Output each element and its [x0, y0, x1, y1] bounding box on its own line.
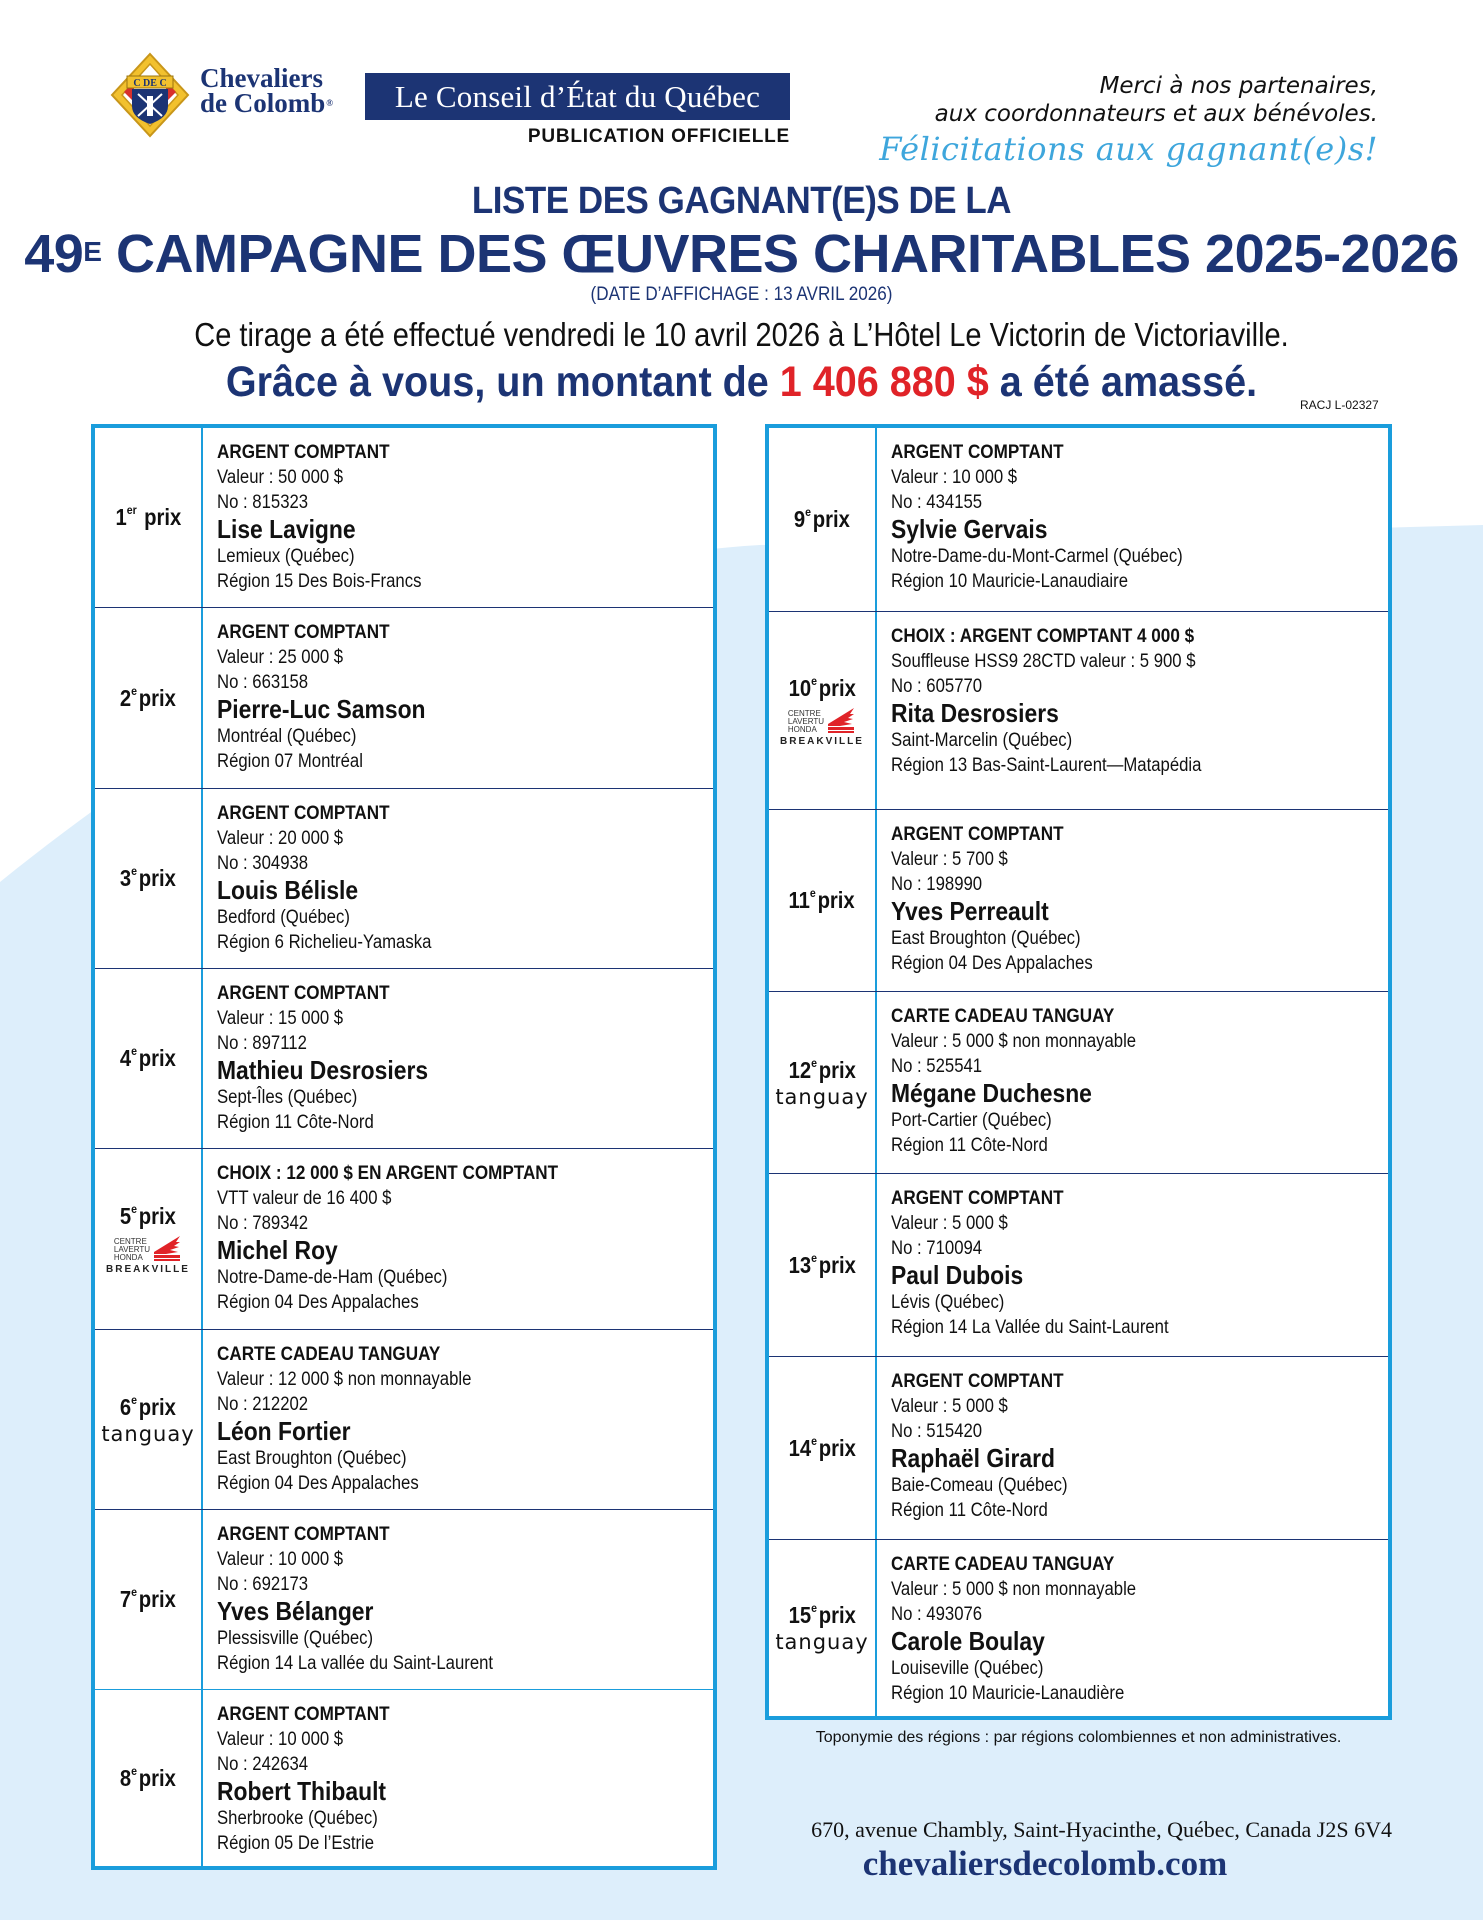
draw-info: Ce tirage a été effectué vendredi le 10 avril 2026 à L’Hôtel Le Victorin de Victoriaville.: [194, 316, 1289, 353]
prize-row: [769, 992, 1388, 1174]
prize-info-cell: [877, 1540, 1388, 1716]
ticket-number: No : 815323: [217, 492, 309, 513]
prize-value: Valeur : 10 000 $: [217, 1729, 344, 1750]
prize-rank-cell: [95, 1330, 203, 1509]
license-number: RACJ L-02327: [1300, 398, 1379, 412]
prize-info-cell: [877, 428, 1388, 611]
winner-name: Louis Bélisle: [217, 875, 359, 905]
winner-city: Plessisville (Québec): [217, 1628, 374, 1649]
posting-date: (DATE D’AFFICHAGE : 13 AVRIL 2026): [590, 284, 893, 305]
winner-name: Yves Perreault: [891, 896, 1049, 926]
breakville-label: BREAKVILLE: [780, 735, 864, 747]
prize-info-cell: [203, 608, 713, 788]
winner-city: Sherbrooke (Québec): [217, 1808, 378, 1829]
org-name-line1: Chevaliers: [200, 63, 323, 93]
winner-name: Sylvie Gervais: [891, 514, 1048, 544]
prize-value: Valeur : 15 000 $: [217, 1008, 344, 1029]
prize-rank: 7eprix: [119, 1585, 177, 1612]
prize-value: Valeur : 20 000 $: [217, 828, 344, 849]
prize-rank-cell: [769, 992, 877, 1173]
prize-rank-cell: [95, 1510, 203, 1689]
prize-info-cell: [203, 969, 713, 1148]
honda-wing-icon: [152, 1234, 182, 1262]
amount-value: 1 406 880 $: [779, 358, 989, 406]
prize-row: [95, 1510, 713, 1690]
prize-table-left: [91, 424, 717, 1870]
ticket-number: No : 692173: [217, 1574, 309, 1595]
prize-rank-cell: [769, 1357, 877, 1539]
winner-region: Région 10 Mauricie-Lanaudiaire: [891, 571, 1129, 592]
prize-rank: 11eprix: [788, 886, 856, 913]
prize-rank: 10eprix: [788, 673, 856, 701]
prize-rank-cell: [769, 428, 877, 611]
prize-row: [95, 608, 713, 789]
prize-category: ARGENT COMPTANT: [217, 983, 390, 1004]
prize-value: Valeur : 5 700 $: [891, 849, 1008, 870]
winner-city: Louiseville (Québec): [891, 1658, 1044, 1679]
honda-breakville-logo: [106, 1234, 190, 1275]
winner-region: Région 14 La vallée du Saint-Laurent: [217, 1653, 494, 1674]
prize-category: CARTE CADEAU TANGUAY: [217, 1344, 441, 1365]
prize-info-cell: [877, 612, 1388, 809]
campaign-number-suffix: E: [83, 236, 102, 267]
winner-name: Mathieu Desrosiers: [217, 1055, 429, 1085]
council-name-banner: Le Conseil d’État du Québec: [365, 73, 790, 120]
prize-rank-cell: [95, 1690, 203, 1866]
prize-category: ARGENT COMPTANT: [891, 1188, 1064, 1209]
honda-breakville-logo: [780, 706, 864, 747]
prize-rank: 3eprix: [119, 864, 177, 891]
org-name-line2: de Colomb: [200, 88, 326, 118]
congrats-script: Félicitations aux gagnant(e)s!: [879, 130, 1378, 168]
prize-row: [769, 1174, 1388, 1357]
prize-category: ARGENT COMPTANT: [217, 442, 390, 463]
prize-value: Valeur : 5 000 $: [891, 1396, 1008, 1417]
prize-category: CHOIX : 12 000 $ EN ARGENT COMPTANT: [217, 1163, 559, 1184]
prize-row: [769, 1357, 1388, 1540]
prize-category: ARGENT COMPTANT: [891, 1371, 1064, 1392]
tanguay-logo: tanguay: [101, 1421, 195, 1446]
winner-region: Région 15 Des Bois-Francs: [217, 571, 422, 592]
prize-category: CHOIX : ARGENT COMPTANT 4 000 $: [891, 626, 1195, 647]
prize-row: [95, 1690, 713, 1866]
winner-region: Région 05 De l’Estrie: [217, 1833, 375, 1854]
winner-name: Robert Thibault: [217, 1776, 387, 1806]
prize-info-cell: [203, 789, 713, 968]
prize-row: [769, 810, 1388, 992]
winner-region: Région 11 Côte-Nord: [891, 1500, 1048, 1521]
amount-prefix: Grâce à vous, un montant de: [225, 358, 780, 406]
prize-rank: 14eprix: [788, 1433, 856, 1461]
winner-city: Montréal (Québec): [217, 726, 357, 747]
winner-name: Raphaël Girard: [891, 1443, 1056, 1473]
prize-value: Valeur : 5 000 $: [891, 1213, 1008, 1234]
prize-row: [95, 428, 713, 608]
prize-rank: 6eprix: [119, 1392, 177, 1420]
winner-region: Région 04 Des Appalaches: [217, 1473, 419, 1494]
prize-rank: 1er prix: [115, 503, 181, 530]
winner-city: Notre-Dame-du-Mont-Carmel (Québec): [891, 546, 1183, 567]
prize-rank: 12eprix: [788, 1055, 856, 1083]
ticket-number: No : 198990: [891, 874, 983, 895]
prize-row: [95, 1149, 713, 1330]
prize-category: CARTE CADEAU TANGUAY: [891, 1554, 1115, 1575]
ticket-number: No : 434155: [891, 492, 983, 513]
prize-value: Souffleuse HSS9 28CTD valeur : 5 900 $: [891, 651, 1196, 672]
prize-value: Valeur : 25 000 $: [217, 647, 344, 668]
winner-city: Baie-Comeau (Québec): [891, 1475, 1068, 1496]
tanguay-logo: tanguay: [775, 1084, 869, 1109]
title-line1: LISTE DES GAGNANT(E)S DE LA: [471, 180, 1012, 222]
winner-region: Région 13 Bas-Saint-Laurent—Matapédia: [891, 755, 1202, 776]
prize-info-cell: [877, 1357, 1388, 1539]
prize-rank-cell: [769, 612, 877, 809]
breakville-label: BREAKVILLE: [106, 1264, 190, 1275]
prize-info-cell: [203, 1510, 713, 1689]
ticket-number: No : 897112: [217, 1033, 307, 1054]
prize-value: Valeur : 10 000 $: [217, 1549, 344, 1570]
address: 670, avenue Chambly, Saint-Hyacinthe, Québec, Canada J2S 6V4: [811, 1817, 1392, 1842]
prize-table-right: [765, 424, 1392, 1720]
winner-name: Michel Roy: [217, 1235, 338, 1265]
winner-city: Lévis (Québec): [891, 1292, 1005, 1313]
thanks-message: [850, 72, 1378, 128]
ticket-number: No : 493076: [891, 1604, 983, 1625]
prize-info-cell: [877, 992, 1388, 1173]
ticket-number: No : 304938: [217, 853, 309, 874]
prize-row: [769, 1540, 1388, 1716]
prize-rank: 8eprix: [119, 1763, 177, 1791]
registered-mark: ®: [326, 98, 333, 108]
prize-value: Valeur : 10 000 $: [891, 467, 1018, 488]
winner-city: Saint-Marcelin (Québec): [891, 730, 1073, 751]
winner-region: Région 14 La Vallée du Saint-Laurent: [891, 1317, 1169, 1338]
winner-name: Léon Fortier: [217, 1416, 351, 1446]
prize-info-cell: [877, 810, 1388, 991]
winner-region: Région 11 Côte-Nord: [891, 1135, 1048, 1156]
winner-name: Pierre-Luc Samson: [217, 694, 426, 724]
winner-name: Mégane Duchesne: [891, 1078, 1092, 1108]
winner-region: Région 04 Des Appalaches: [217, 1292, 419, 1313]
prize-rank: 2eprix: [119, 683, 177, 711]
svg-text:C DE C: C DE C: [133, 78, 167, 89]
winner-name: Yves Bélanger: [217, 1596, 374, 1626]
ticket-number: No : 789342: [217, 1213, 309, 1234]
thanks-line1: Merci à nos partenaires,: [1099, 73, 1378, 99]
winner-region: Région 10 Mauricie-Lanaudière: [891, 1683, 1125, 1704]
winner-name: Carole Boulay: [891, 1626, 1045, 1656]
prize-info-cell: [877, 1174, 1388, 1356]
prize-rank: 13eprix: [788, 1250, 856, 1278]
prize-info-cell: [203, 1149, 713, 1329]
prize-rank: 15eprix: [788, 1601, 856, 1628]
publication-label: PUBLICATION OFFICIELLE: [527, 126, 790, 147]
amount-suffix: a été amassé.: [988, 358, 1258, 406]
tanguay-logo: tanguay: [775, 1630, 869, 1654]
prize-category: ARGENT COMPTANT: [217, 1704, 390, 1725]
winner-name: Paul Dubois: [891, 1260, 1024, 1290]
prize-value: Valeur : 5 000 $ non monnayable: [891, 1031, 1137, 1052]
winner-region: Région 04 Des Appalaches: [891, 953, 1093, 974]
winner-city: Lemieux (Québec): [217, 546, 355, 567]
honda-wing-icon: [826, 706, 856, 734]
prize-rank-cell: [769, 1540, 877, 1716]
winner-city: Notre-Dame-de-Ham (Québec): [217, 1267, 448, 1288]
winner-region: Région 11 Côte-Nord: [217, 1112, 374, 1133]
website-link[interactable]: chevaliersdecolomb.com: [862, 1844, 1228, 1883]
winner-city: Port-Cartier (Québec): [891, 1110, 1052, 1131]
prize-rank: 4eprix: [119, 1044, 177, 1071]
prize-value: Valeur : 12 000 $ non monnayable: [217, 1369, 472, 1390]
prize-rank: 5eprix: [119, 1202, 177, 1229]
title-campaign: [0, 224, 1483, 284]
org-name: [200, 63, 333, 118]
prize-row: [95, 789, 713, 969]
winner-region: Région 07 Montréal: [217, 751, 363, 772]
amount-raised: [59, 358, 1423, 407]
prize-category: ARGENT COMPTANT: [891, 442, 1064, 463]
winner-region: Région 6 Richelieu-Yamaska: [217, 932, 432, 953]
prize-category: ARGENT COMPTANT: [217, 1524, 390, 1545]
prize-rank-cell: [95, 608, 203, 788]
prize-value: Valeur : 5 000 $ non monnayable: [891, 1579, 1137, 1600]
prize-category: ARGENT COMPTANT: [217, 803, 390, 824]
honda-logo-text: CENTRE LAVERTU HONDA: [113, 1237, 151, 1262]
ticket-number: No : 242634: [217, 1754, 309, 1775]
ticket-number: No : 515420: [891, 1421, 983, 1442]
winner-city: East Broughton (Québec): [891, 928, 1081, 949]
prize-category: ARGENT COMPTANT: [217, 622, 390, 643]
prize-rank: 9eprix: [793, 505, 851, 532]
ticket-number: No : 663158: [217, 672, 309, 693]
prize-value: VTT valeur de 16 400 $: [217, 1188, 392, 1209]
prize-row: [769, 612, 1388, 810]
toponymie-note: Toponymie des régions : par régions colombiennes et non administratives.: [815, 1729, 1342, 1746]
prize-rank-cell: [769, 1174, 877, 1356]
prize-rank-cell: [95, 789, 203, 968]
winner-name: Rita Desrosiers: [891, 698, 1059, 728]
prize-info-cell: [203, 1330, 713, 1509]
winner-city: Bedford (Québec): [217, 907, 350, 928]
campaign-number: 49: [24, 224, 84, 284]
knights-of-columbus-emblem: [110, 52, 190, 138]
thanks-line2: aux coordonnateurs et aux bénévoles.: [934, 101, 1378, 127]
prize-value: Valeur : 50 000 $: [217, 467, 344, 488]
ticket-number: No : 605770: [891, 676, 983, 697]
prize-row: [769, 428, 1388, 612]
prize-rank-cell: [95, 428, 203, 607]
campaign-title: CAMPAGNE DES ŒUVRES CHARITABLES 2025-2026: [101, 224, 1459, 284]
prize-info-cell: [203, 1690, 713, 1866]
prize-category: CARTE CADEAU TANGUAY: [891, 1006, 1115, 1027]
winner-city: Sept-Îles (Québec): [217, 1087, 358, 1108]
prize-row: [95, 969, 713, 1149]
prize-rank-cell: [95, 1149, 203, 1329]
prize-row: [95, 1330, 713, 1510]
prize-info-cell: [203, 428, 713, 607]
winner-name: Lise Lavigne: [217, 514, 356, 544]
honda-logo-text: CENTRE LAVERTU HONDA: [787, 708, 825, 734]
winner-city: East Broughton (Québec): [217, 1448, 407, 1469]
prize-rank-cell: [95, 969, 203, 1148]
ticket-number: No : 212202: [217, 1394, 309, 1415]
ticket-number: No : 525541: [891, 1056, 983, 1077]
prize-category: ARGENT COMPTANT: [891, 824, 1064, 845]
ticket-number: No : 710094: [891, 1238, 983, 1259]
prize-rank-cell: [769, 810, 877, 991]
